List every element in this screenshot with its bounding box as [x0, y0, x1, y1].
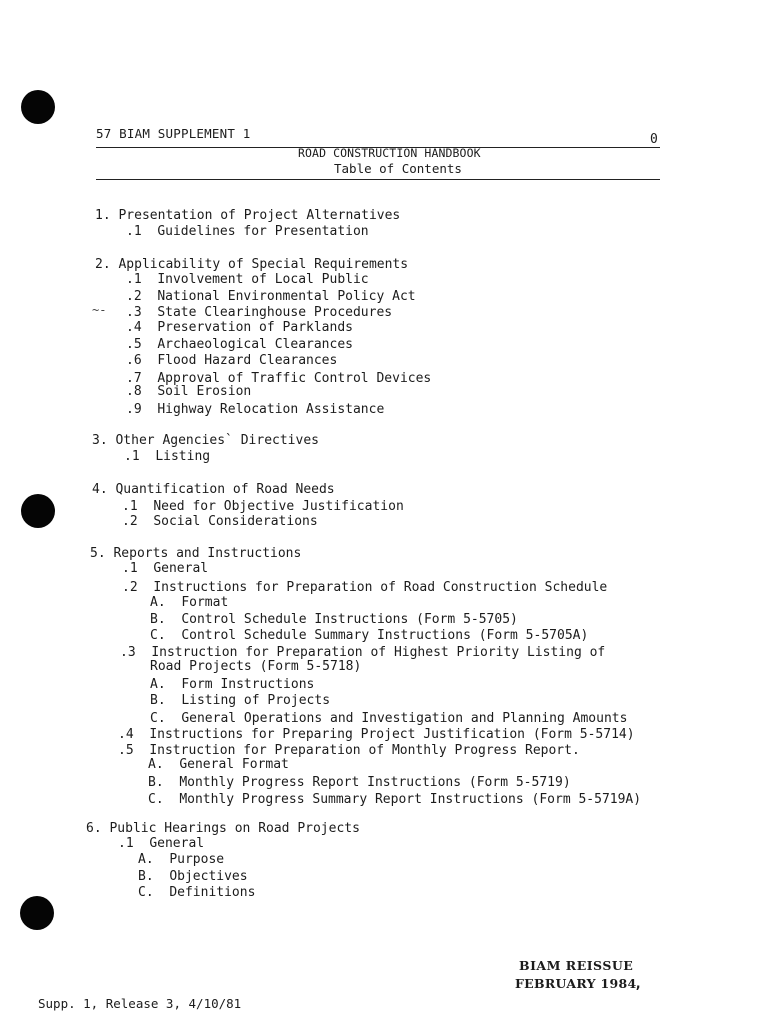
toc-entry	[148, 775, 571, 791]
toc-entry-number: A.	[150, 677, 166, 692]
stamp-mark: ,	[634, 976, 643, 992]
toc-entry-text: General	[149, 836, 205, 851]
toc-entry-text: Listing	[155, 449, 211, 464]
toc-entry-number: .1	[126, 224, 142, 239]
toc-entry-text: Other Agencies` Directives	[115, 433, 319, 448]
toc-entry-text: Social Considerations	[153, 514, 318, 529]
toc-entry-text: Archaeological Clearances	[157, 337, 353, 352]
toc-entry	[95, 257, 408, 273]
toc-entry	[126, 320, 353, 336]
toc-entry	[118, 836, 204, 852]
toc-entry	[124, 449, 210, 465]
punch-hole-bottom	[20, 896, 54, 930]
toc-entry	[148, 792, 641, 808]
toc-entry	[126, 272, 369, 288]
toc-entry-number: A.	[148, 757, 164, 772]
toc-entry-text: Road Projects (Form 5-5718)	[150, 659, 362, 674]
toc-entry-number: A.	[138, 852, 154, 867]
toc-entry-number: .1	[126, 272, 142, 287]
toc-entry-number: A.	[150, 595, 166, 610]
toc-entry-text: Control Schedule Summary Instructions (Form 5-5705A)	[181, 628, 589, 643]
toc-entry-number: .5	[118, 743, 134, 758]
toc-entry	[95, 208, 400, 224]
toc-entry-number: .1	[122, 499, 138, 514]
toc-entry-number: .1	[122, 561, 138, 576]
toc-entry-text: Soil Erosion	[157, 384, 252, 399]
reissue-date: FEBRUARY 1984	[515, 976, 637, 991]
toc-entry-number: .2	[122, 580, 138, 595]
toc-entry	[150, 693, 330, 709]
toc-entry-number: .5	[126, 337, 142, 352]
toc-entry	[122, 561, 208, 577]
toc-entry-number: .3	[126, 305, 142, 320]
toc-entry-number: C.	[150, 628, 166, 643]
toc-entry-number: .4	[118, 727, 134, 742]
toc-entry-text: Definitions	[169, 885, 256, 900]
toc-entry-number: B.	[150, 693, 166, 708]
toc-entry-number: .8	[126, 384, 142, 399]
toc-entry-text: Form Instructions	[181, 677, 315, 692]
toc-entry	[148, 757, 289, 773]
toc-entry-text: General	[153, 561, 209, 576]
toc-entry-text: Applicability of Special Requirements	[118, 257, 409, 272]
toc-entry	[150, 612, 518, 628]
toc-entry-text: Monthly Progress Summary Report Instructions (Form 5-5719A)	[179, 792, 642, 807]
toc-entry	[118, 727, 635, 743]
toc-entry-text: Objectives	[169, 869, 248, 884]
toc-entry-text: Preservation of Parklands	[157, 320, 353, 335]
toc-entry-number: .2	[122, 514, 138, 529]
toc-entry	[126, 384, 251, 400]
toc-entry-number: C.	[148, 792, 164, 807]
toc-entry-text: Format	[181, 595, 229, 610]
toc-entry	[86, 821, 360, 837]
toc-entry-text: Approval of Traffic Control Devices	[157, 371, 432, 386]
toc-entry-number: .7	[126, 371, 142, 386]
toc-entry-number: 3.	[92, 433, 108, 448]
toc-entry	[126, 289, 416, 305]
toc-entry-number: .1	[118, 836, 134, 851]
toc-entry-number: .6	[126, 353, 142, 368]
toc-entry-text: Instructions for Preparation of Road Construction Schedule	[153, 580, 608, 595]
toc-entry	[138, 852, 224, 868]
toc-entry-text: Purpose	[169, 852, 225, 867]
reissue-stamp: BIAM REISSUE	[519, 958, 634, 973]
toc-entry-number: .4	[126, 320, 142, 335]
toc-entry-number: C.	[150, 711, 166, 726]
toc-entry	[138, 885, 255, 901]
toc-entry	[138, 869, 248, 885]
toc-entry	[126, 224, 369, 240]
header-mark: 0	[650, 132, 658, 147]
toc-entry-text: National Environmental Policy Act	[157, 289, 416, 304]
toc-entry	[150, 659, 361, 675]
toc-entry-text: Instructions for Preparing Project Justification (Form 5-5714)	[149, 727, 635, 742]
toc-entry-text: Control Schedule Instructions (Form 5-5705)	[181, 612, 518, 627]
toc-entry	[126, 337, 353, 353]
toc-entry-text: Instruction for Preparation of Monthly Progress Report.	[149, 743, 580, 758]
toc-entry	[126, 353, 337, 369]
punch-hole-middle	[21, 494, 55, 528]
toc-entry-number: .2	[126, 289, 142, 304]
toc-entry-text: Monthly Progress Report Instructions (Form 5-5719)	[179, 775, 571, 790]
header-rule-bottom	[96, 179, 660, 180]
toc-entry-text: Highway Relocation Assistance	[157, 402, 385, 417]
toc-entry-text: General Format	[179, 757, 289, 772]
toc-entry-number: .3	[120, 645, 136, 660]
toc-entry-text: Presentation of Project Alternatives	[118, 208, 401, 223]
toc-entry-text: Public Hearings on Road Projects	[109, 821, 360, 836]
toc-entry	[150, 677, 314, 693]
toc-entry-number: B.	[138, 869, 154, 884]
toc-entry	[122, 499, 404, 515]
toc-entry	[122, 514, 318, 530]
toc-entry-text: Involvement of Local Public	[157, 272, 369, 287]
toc-entry-text: Need for Objective Justification	[153, 499, 404, 514]
toc-entry	[90, 546, 301, 562]
toc-entry-text: Listing of Projects	[181, 693, 331, 708]
toc-entry-number: B.	[148, 775, 164, 790]
toc-entry-text: Reports and Instructions	[113, 546, 302, 561]
toc-entry	[126, 305, 392, 321]
toc-entry-text: Flood Hazard Clearances	[157, 353, 338, 368]
toc-entry	[150, 628, 588, 644]
toc-entry	[92, 433, 319, 449]
toc-entry-number: 5.	[90, 546, 106, 561]
handbook-title: ROAD CONSTRUCTION HANDBOOK	[298, 146, 481, 160]
punch-hole-top	[21, 90, 55, 124]
margin-mark: ~-	[92, 303, 107, 317]
toc-entry-text: General Operations and Investigation and Planning Amounts	[181, 711, 628, 726]
toc-entry-text: State Clearinghouse Procedures	[157, 305, 393, 320]
toc-entry	[126, 402, 384, 418]
contents-title: Table of Contents	[334, 161, 462, 176]
toc-entry-number: C.	[138, 885, 154, 900]
toc-entry-text: Instruction for Preparation of Highest Priority Listing of	[151, 645, 606, 660]
toc-entry-number: .9	[126, 402, 142, 417]
supplement-header: 57 BIAM SUPPLEMENT 1	[96, 126, 251, 141]
toc-entry-number: 6.	[86, 821, 102, 836]
toc-entry	[150, 711, 627, 727]
toc-entry-number: 2.	[95, 257, 111, 272]
toc-entry-number: .1	[124, 449, 140, 464]
toc-entry-number: 4.	[92, 482, 108, 497]
release-footer: Supp. 1, Release 3, 4/10/81	[38, 996, 242, 1011]
toc-entry	[122, 580, 607, 596]
toc-entry	[150, 595, 228, 611]
toc-entry-number: 1.	[95, 208, 111, 223]
toc-entry-number: B.	[150, 612, 166, 627]
toc-entry-text: Quantification of Road Needs	[115, 482, 335, 497]
toc-entry	[92, 482, 335, 498]
toc-entry-text: Guidelines for Presentation	[157, 224, 369, 239]
